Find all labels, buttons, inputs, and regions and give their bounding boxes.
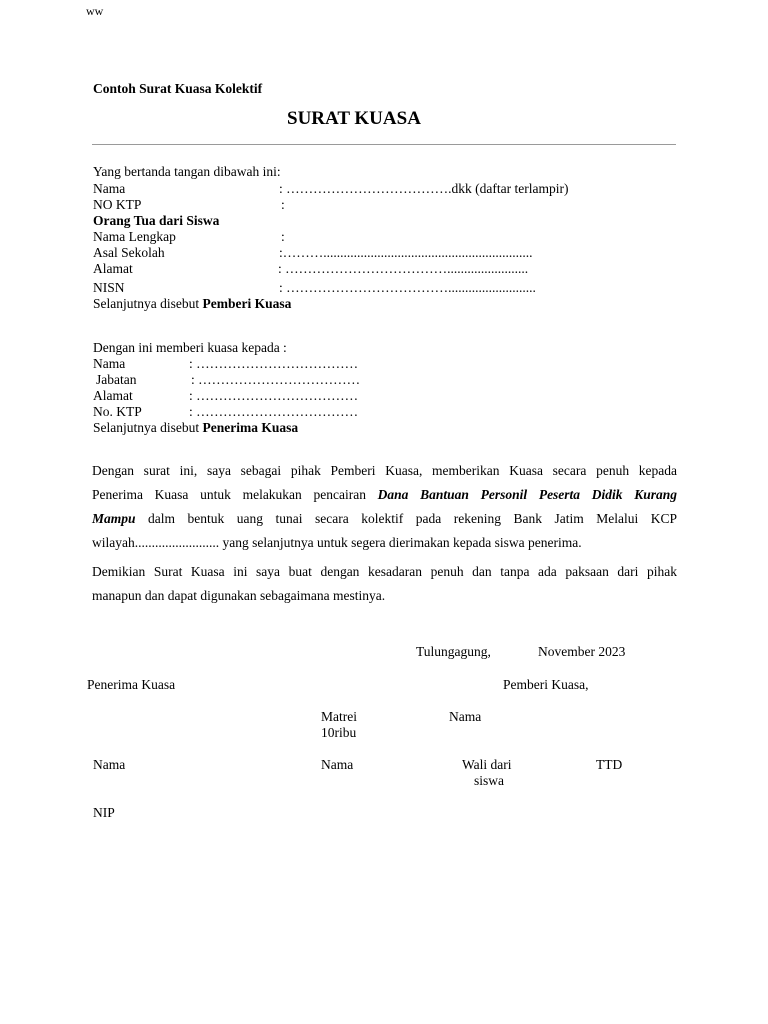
- title-divider: [92, 144, 676, 145]
- pemberi-nama-label: Nama: [93, 181, 126, 196]
- nip-label: NIP: [93, 805, 115, 820]
- document-title: SURAT KUASA: [287, 108, 421, 129]
- penerima-jabatan-label: Jabatan: [96, 372, 137, 387]
- pemberi-closing: [93, 296, 291, 312]
- pemberi-nama-value: : ……………………………….dkk (daftar terlampir): [279, 181, 569, 196]
- program-name-end: Mampu: [92, 511, 136, 526]
- matrei-label: Matrei: [321, 709, 357, 724]
- body-p1-line-2-text: Penerima Kuasa untuk melakukan pencairan: [92, 487, 378, 502]
- penerima-closing-role: Penerima Kuasa: [202, 420, 299, 435]
- wali-label-line-2: siswa: [474, 773, 504, 788]
- pemberi-asal-sekolah-label: Asal Sekolah: [93, 245, 165, 260]
- penerima-jabatan-value: : ………………………………: [191, 372, 361, 387]
- pemberi-ktp-label: NO KTP: [93, 197, 142, 212]
- penerima-nama-label: Nama: [93, 356, 126, 371]
- pemberi-alamat-label: Alamat: [93, 261, 133, 276]
- body-p1-line-4: wilayah......................... yang selanjutnya untuk segera dierimakan kepada siswa penerima.: [92, 535, 582, 550]
- body-p2-line-1: Demikian Surat Kuasa ini saya buat dengan kesadaran penuh dan tanpa ada paksaan dari pihak: [92, 564, 677, 579]
- signature-place: Tulungagung,: [416, 644, 491, 659]
- matrei-value: 10ribu: [321, 725, 357, 740]
- pemberi-nama-lengkap-value: :: [281, 229, 285, 244]
- penerima-alamat-label: Alamat: [93, 388, 133, 403]
- pemberi-alamat-value: : ………………………………........................: [278, 261, 529, 276]
- body-paragraph-2: [92, 560, 677, 608]
- signature-date: November 2023: [538, 644, 626, 659]
- pemberi-section-heading: Orang Tua dari Siswa: [93, 213, 220, 228]
- penerima-nama-sign: Nama: [93, 757, 126, 772]
- body-p1-line-3-text: dalm bentuk uang tunai secara kolektif pada rekening Bank Jatim Melalui KCP: [135, 511, 677, 526]
- pemberi-nisn-value: : ………………………………..........................: [279, 280, 536, 295]
- body-p2-line-2: manapun dan dapat digunakan sebagaimana mestinya.: [92, 588, 386, 603]
- penerima-nama-value: : ………………………………: [189, 356, 359, 371]
- penerima-signature-label: Penerima Kuasa: [87, 677, 176, 692]
- pemberi-ktp-value: :: [281, 197, 285, 212]
- body-p1-line-1: Dengan surat ini, saya sebagai pihak Pemberi Kuasa, memberikan Kuasa secara penuh kepada: [92, 463, 677, 478]
- pemberi-asal-sekolah-value: :………..............................................................: [279, 245, 533, 260]
- pemberi-nama-lengkap-label: Nama Lengkap: [93, 229, 176, 244]
- penerima-ktp-value: : ………………………………: [189, 404, 359, 419]
- wali-label-line-1: Wali dari: [462, 757, 512, 772]
- pemberi-nisn-label: NISN: [93, 280, 125, 295]
- middle-nama-sign: Nama: [321, 757, 354, 772]
- pemberi-signature-label: Pemberi Kuasa,: [503, 677, 589, 692]
- body-p1-line-2: [92, 483, 677, 507]
- header-mark: ww: [86, 4, 104, 18]
- ttd-label: TTD: [596, 757, 623, 772]
- pemberi-nama-sign: Nama: [449, 709, 482, 724]
- penerima-ktp-label: No. KTP: [93, 404, 142, 419]
- penerima-alamat-value: : ………………………………: [189, 388, 359, 403]
- pemberi-intro: Yang bertanda tangan dibawah ini:: [93, 164, 281, 179]
- penerima-closing-prefix: Selanjutnya disebut: [93, 420, 203, 435]
- penerima-intro: Dengan ini memberi kuasa kepada :: [93, 340, 287, 355]
- program-name: Dana Bantuan Personil Peserta Didik Kurang: [377, 487, 677, 502]
- penerima-closing: [93, 420, 298, 436]
- pemberi-closing-prefix: Selanjutnya disebut: [93, 296, 203, 311]
- body-paragraph-1: [92, 459, 677, 555]
- document-heading: Contoh Surat Kuasa Kolektif: [93, 81, 263, 96]
- body-p1-line-3: [92, 507, 677, 531]
- pemberi-closing-role: Pemberi Kuasa: [202, 296, 292, 311]
